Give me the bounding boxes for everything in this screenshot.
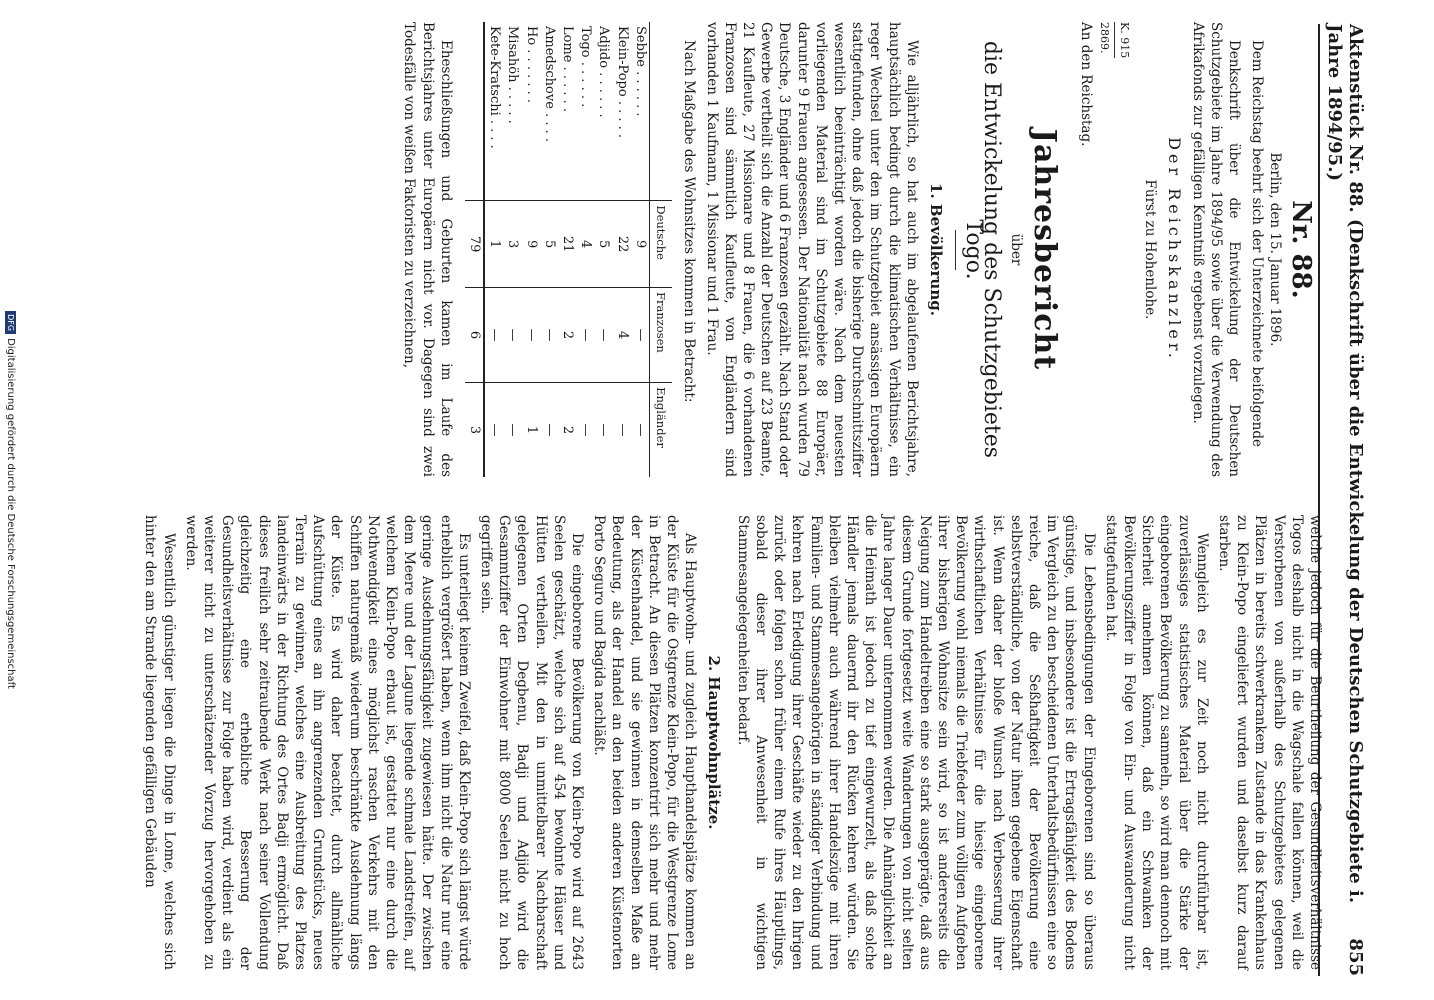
table-cell: 21 bbox=[558, 201, 576, 288]
table-header-cell: Deutsche bbox=[649, 201, 672, 288]
dateline: Berlin, den 15. Januar 1896. bbox=[1266, 152, 1283, 347]
table-row bbox=[558, 22, 576, 477]
section-heading-population: 1. Bevölkerung. bbox=[926, 183, 945, 316]
divider bbox=[955, 230, 956, 270]
table-cell: — bbox=[540, 287, 558, 382]
table-cell: 2 bbox=[558, 383, 576, 477]
paragraph: welche jedoch für die Beurtheilung der Gesundheitsverhältnisse Togos deshalb nicht in die Wagschale fallen können, weil die Verstorbenen von außerhalb des Schutzgebietes gelegenen Plätzen in bereits schwerkrankem Zustande in das Krankenhaus zu Klein-Popo eingeliefert wurden und daselbst kurz darauf starben. bbox=[1215, 515, 1323, 970]
running-header bbox=[1318, 24, 1366, 976]
report-ueber: über bbox=[1007, 233, 1024, 266]
population-text: Wie alljährlich, so hat auch im abgelaufenen Berichtsjahre, hauptsächlich bedingt durch die klimatischen Verhältnisse, ein reger Wechsel unter den im Schutzgebiet ansässigen Europäern stattgefunden, ohne daß jedoch die bisherige Durchschnittsziffer wesentlich beeinträchtigt worden wäre. Nach dem neuesten vorliegenden Material sind im Schutzgebiete 88 Europäer, darunter 9 Frauen angesessen. Der Nationalität nach wurden 79 Deutsche, 3 Engländer und 6 Franzosen gezählt. Nach Stand oder Gewerbe vertheilt sich die Anzahl der Deutschen auf 23 Beamte, 21 Kaufleute, 27 Missionare und 8 Frauen, die 6 vorhandenen Franzosen sind sämmtlich Kaufleute, von Engländern sind vorhanden 1 Kaufmann, 1 Missionar und 1 Frau. bbox=[703, 22, 920, 477]
population-table bbox=[465, 22, 672, 477]
signatory-name: Fürst zu Hohenlohe. bbox=[1141, 179, 1158, 320]
table-cell: — bbox=[594, 287, 612, 382]
table-cell: 4 bbox=[613, 287, 631, 382]
credit-text: Digitalisierung gefördert durch die Deutsche Forschungsgemeinschaft bbox=[5, 338, 16, 689]
paragraph: Die Lebensbedingungen der Eingeborenen sind so überaus günstige, und insbesondere ist die Ertragsfähigkeit des Bodens im Vergleich zu den bescheidenen Unterhaltsbedürfnissen eine so reiche, daß die Seßhaftigkeit der Bevölkerung eine selbstverständliche, von der Natur ihnen gegebene Eigenschaft ist. Wenn daher der bloße Wunsch nach Verbesserung ihrer wirthschaftlichen Verhältnisse für die hiesige eingeborene Bevölkerung wohl niemals die Triebfeder zum völligen Aufgeben ihrer bisherigen Wohnsitze sein wird, so ist andererseits die Neigung zum Handeltreiben eine so stark ausgeprägte, daß aus diesem Grunde fortgesetzt weite Wanderungen von nicht selten Jahre langer Dauer unternommen werden. Die Anhänglichkeit an die Heimath ist jedoch zu tief eingewurzelt, als daß solche Händler jemals dauernd ihr den Rücken kehren würden. Sie bleiben vielmehr auch während ihrer Handelszüge mit ihren Familien- und Stammesangehörigen in ständiger Verbindung und kehren nach Erledigung ihrer Geschäfte wieder zu den Ihrigen zurück oder folgen schon früher einem Rufe ihres Häuptlings, sobald dieser ihrer Anwesenheit in wichtigen Stammesangelegenheiten bedarf. bbox=[734, 515, 1097, 970]
table-cell: Misahöh . . . . . bbox=[505, 26, 521, 124]
reference bbox=[1095, 22, 1134, 477]
table-cell: — bbox=[576, 287, 594, 382]
table-cell: Amedschove . . . . bbox=[541, 26, 557, 142]
addressee: An den Reichstag. bbox=[1077, 22, 1094, 147]
right-column bbox=[137, 515, 1324, 970]
signatory-title: Der Reichskanzler. bbox=[1164, 137, 1184, 362]
table-header-cell bbox=[649, 22, 672, 201]
table-cell: 3 bbox=[503, 201, 521, 288]
table-row bbox=[631, 22, 650, 477]
table-row bbox=[503, 22, 521, 477]
table-cell: 2 bbox=[558, 287, 576, 382]
paragraph: Als Hauptwohn- und zugleich Haupthandelsplätze kommen an der Küste für die Ostgrenze Klein-Popo, für die Westgrenze Lome in Betracht. An diesen Plätzen konzentrirt sich mehr und mehr der Küstenhandel, und sie gewinnen in demselben Maße an Bedeutung, als der Handel an den beiden anderen Küstenorten Porto Seguro und Bagida nachläßt. bbox=[591, 515, 699, 970]
closing-text: Eheschließungen und Geburten kamen im Laufe des Berichtsjahres unter Europäern nicht vor. Dagegen sind zwei Todesfälle von weißen Faktoristen zu verzeichnen, bbox=[401, 22, 454, 477]
section-heading-settlements: 2. Hauptwohnplätze. bbox=[705, 655, 724, 830]
paragraph: Wesentlich günstiger liegen die Dinge in Lome, welches sich hinter den am Strande liegenden gefälligen Gebäuden bbox=[142, 515, 177, 970]
header-title: Aktenstück Nr. 88. (Denkschrift über die Entwickelung der Deutschen Schutzgebiete i. Jahre 1894/95.) bbox=[1324, 24, 1366, 904]
table-cell: Lome . . . . . . bbox=[560, 26, 576, 113]
table-cell: Klein-Popo . . . . . bbox=[614, 26, 630, 139]
table-cell: 1 bbox=[521, 383, 539, 477]
left-column bbox=[396, 22, 1324, 477]
report-title: Jahresbericht bbox=[1026, 128, 1062, 371]
table-cell: 4 bbox=[576, 201, 594, 288]
table-cell: Togo . . . . . . bbox=[578, 26, 594, 108]
paragraph: Es unterliegt keinem Zweifel, daß Klein-Popo sich längst würde erheblich vergrößert haben, wenn ihm nicht die Natur nur eine geringe Ausdehnungsfähigkeit zugewiesen hätte. Der zwischen dem Meere und der Lagune liegende schmale Landstreifen, auf welchem Klein-Popo erbaut ist, gestattet nur eine durch die Nothwendigkeit eines möglichst raschen Verkehrs mit den Schiffen naturgemäß wiederum beschränkte Ausdehnung längs der Küste. Es wird daher beachtet, durch allmähliche Aufschüttung eines an ihn angrenzenden Grundstücks, neues Terrain zu gewinnen, welches eine Ausbreitung des Platzes landeinwärts in der Richtung des Ortes Badji ermöglicht. Daß dieses freilich sehr zeitraubende Werk nach seiner Vollendung gleichzeitig eine erhebliche Besserung der Gesundheitsverhältnisse zur Folge haben wird, verdient als ein weiterer nicht zu unterschätzender Vorzug hervorgehoben zu werden. bbox=[182, 515, 472, 970]
reference-number: 2869. bbox=[1098, 22, 1112, 54]
table-cell: 22 bbox=[613, 201, 631, 288]
table-cell: — bbox=[631, 287, 650, 382]
intro-text: Dem Reichstag beehrt sich der Unterzeichnete beifolgende bbox=[1248, 40, 1265, 447]
table-header-row bbox=[649, 22, 672, 477]
table-cell: — bbox=[484, 383, 503, 477]
table-row bbox=[613, 22, 631, 477]
report-subtitle: die Entwickelung des Schutzgebietes Togo. bbox=[961, 40, 1005, 459]
table-cell: 5 bbox=[594, 201, 612, 288]
intro-text-2: Denkschrift über die Entwickelung der Deutschen Schutzgebiete im Jahre 1894/95 sowie über die Verwendung des Afrikafonds zur gefälligen Kenntniß ergebenst vorzulegen. bbox=[1189, 22, 1243, 477]
paragraph: Die eingeborene Bevölkerung von Klein-Popo wird auf 2643 Seelen geschätzt, welche sich auf 454 bewohnte Häuser und Hütten vertheilen. Mit den in unmittelbarer Nachbarschaft gelegenen Orten Degbenu, Badji und Adjido wird die Gesammtziffer der Einwohner mit 8000 Seelen nicht zu hoch gegriffen sein. bbox=[478, 515, 586, 970]
table-cell: 1 bbox=[484, 201, 503, 288]
dfg-logo-icon: DFG bbox=[5, 311, 16, 334]
table-row bbox=[521, 22, 539, 477]
table-cell: Adjido . . . . . . bbox=[596, 26, 612, 118]
table-header-cell: Engländer bbox=[649, 383, 672, 477]
table-cell: — bbox=[521, 287, 539, 382]
table-intro: Nach Maßgabe des Wohnsitzes kommen in Betracht: bbox=[681, 40, 698, 403]
table-cell: Kete-Kratschi . . . . bbox=[487, 26, 503, 149]
document-number: Nr. 88. bbox=[1286, 200, 1316, 299]
table-row bbox=[576, 22, 594, 477]
table-total-row bbox=[465, 22, 484, 477]
table-cell: — bbox=[576, 383, 594, 477]
digitization-credit bbox=[5, 0, 16, 1000]
table-cell: 79 bbox=[465, 201, 484, 288]
page-number: 855 bbox=[1345, 938, 1366, 976]
table-cell: 9 bbox=[631, 201, 650, 288]
table-row bbox=[484, 22, 503, 477]
reference-code: K. 915 bbox=[1114, 22, 1133, 58]
table-cell: 9 bbox=[521, 201, 539, 288]
table-cell bbox=[465, 22, 484, 201]
table-cell: — bbox=[631, 383, 650, 477]
table-cell: 3 bbox=[465, 383, 484, 477]
table-cell: — bbox=[613, 383, 631, 477]
table-row bbox=[594, 22, 612, 477]
table-cell: — bbox=[503, 383, 521, 477]
table-cell: — bbox=[594, 383, 612, 477]
table-cell: — bbox=[484, 287, 503, 382]
table-cell: — bbox=[503, 287, 521, 382]
table-cell: Ho . . . . . . . bbox=[523, 26, 539, 104]
table-header-cell: Franzosen bbox=[649, 287, 672, 382]
table-cell: Sebbe . . . . . . bbox=[632, 26, 648, 117]
table-row bbox=[540, 22, 558, 477]
paragraph: Wenngleich es zur Zeit noch nicht durchführbar ist, zuverlässiges statistisches Material über die Stärke der eingeborenen Bevölkerung zu sammeln, so wird man dennoch mit Sicherheit annehmen können, daß ein Schwanken der Bevölkerungsziffer in Folge von Ein- und Auswanderung nicht stattgefunden hat. bbox=[1102, 515, 1210, 970]
table-cell: — bbox=[540, 383, 558, 477]
table-cell: 6 bbox=[465, 287, 484, 382]
table-cell: 5 bbox=[540, 201, 558, 288]
